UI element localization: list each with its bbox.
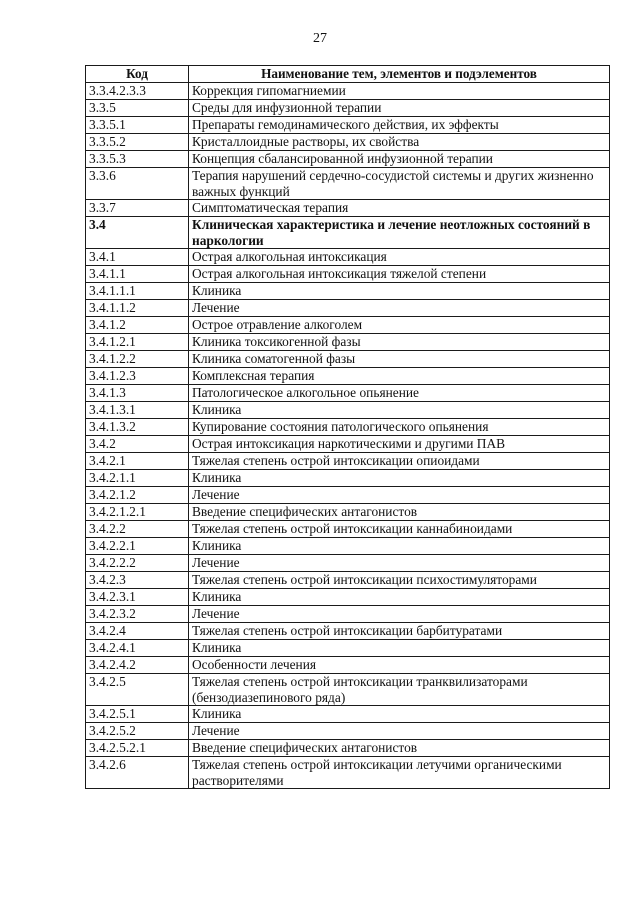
row-name: Клиника: [189, 589, 610, 606]
row-name: Острое отравление алкоголем: [189, 317, 610, 334]
table-row: [86, 589, 610, 606]
table-row: [86, 674, 610, 706]
row-name: Клиника: [189, 283, 610, 300]
table-row: [86, 368, 610, 385]
row-name: Клиника токсикогенной фазы: [189, 334, 610, 351]
row-name: Клиника: [189, 470, 610, 487]
row-name: Симптоматическая терапия: [189, 200, 610, 217]
table-row: [86, 402, 610, 419]
row-name: Терапия нарушений сердечно-сосудистой системы и других жизненно важных функций: [189, 168, 610, 200]
row-code: 3.3.5.2: [86, 134, 189, 151]
row-name: Острая алкогольная интоксикация: [189, 249, 610, 266]
table-row: [86, 151, 610, 168]
row-code: 3.4.1.3.1: [86, 402, 189, 419]
row-name: Тяжелая степень острой интоксикации каннабиноидами: [189, 521, 610, 538]
table-row: [86, 740, 610, 757]
row-code: 3.3.5.1: [86, 117, 189, 134]
table-row: [86, 100, 610, 117]
row-code: 3.4.1: [86, 249, 189, 266]
row-code: 3.3.5.3: [86, 151, 189, 168]
row-name: Лечение: [189, 487, 610, 504]
row-name: Острая интоксикация наркотическими и другими ПАВ: [189, 436, 610, 453]
table-row: [86, 470, 610, 487]
row-name: Коррекция гипомагниемии: [189, 83, 610, 100]
table-row: [86, 283, 610, 300]
table-row: [86, 134, 610, 151]
curriculum-table: [85, 65, 610, 789]
row-code: 3.4.2.1.2.1: [86, 504, 189, 521]
table-row: [86, 436, 610, 453]
table-row: [86, 419, 610, 436]
row-name: Препараты гемодинамического действия, их эффекты: [189, 117, 610, 134]
row-code: 3.3.7: [86, 200, 189, 217]
row-name: Клиника: [189, 538, 610, 555]
table-row: [86, 217, 610, 249]
row-name: Острая алкогольная интоксикация тяжелой степени: [189, 266, 610, 283]
table-row: [86, 657, 610, 674]
page-number: 27: [313, 31, 327, 46]
row-code: 3.4.2.5: [86, 674, 189, 706]
row-name: Клиника соматогенной фазы: [189, 351, 610, 368]
row-code: 3.4.1.2.1: [86, 334, 189, 351]
row-code: 3.4.2.4.2: [86, 657, 189, 674]
row-code: 3.4.2.2.2: [86, 555, 189, 572]
row-name: Лечение: [189, 555, 610, 572]
row-code: 3.4.1.3.2: [86, 419, 189, 436]
column-header-code: Код: [86, 66, 189, 83]
row-code: 3.4.2.6: [86, 757, 189, 789]
table-row: [86, 606, 610, 623]
table-row: [86, 317, 610, 334]
row-code: 3.4.1.2.3: [86, 368, 189, 385]
table-row: [86, 351, 610, 368]
row-name: Концепция сбалансированной инфузионной терапии: [189, 151, 610, 168]
table-row: [86, 249, 610, 266]
row-code: 3.4.1.1.1: [86, 283, 189, 300]
table-row: [86, 504, 610, 521]
table-row: [86, 538, 610, 555]
row-code: 3.4.2.3.1: [86, 589, 189, 606]
row-name: Клиника: [189, 706, 610, 723]
row-code: 3.4.2.1.1: [86, 470, 189, 487]
row-code: 3.4.2.4.1: [86, 640, 189, 657]
row-name: Тяжелая степень острой интоксикации психостимуляторами: [189, 572, 610, 589]
row-code: 3.4: [86, 217, 189, 249]
row-code: 3.4.2.3.2: [86, 606, 189, 623]
table-row: [86, 168, 610, 200]
table-row: [86, 572, 610, 589]
row-code: 3.4.2.5.1: [86, 706, 189, 723]
row-code: 3.4.2.4: [86, 623, 189, 640]
row-name: Среды для инфузионной терапии: [189, 100, 610, 117]
row-name: Лечение: [189, 723, 610, 740]
row-name: Введение специфических антагонистов: [189, 740, 610, 757]
row-name: Тяжелая степень острой интоксикации транквилизаторами (бензодиазепинового ряда): [189, 674, 610, 706]
row-code: 3.4.2.1: [86, 453, 189, 470]
table-row: [86, 757, 610, 789]
row-code: 3.3.4.2.3.3: [86, 83, 189, 100]
row-name: Клиническая характеристика и лечение неотложных состояний в наркологии: [189, 217, 610, 249]
row-name: Кристаллоидные растворы, их свойства: [189, 134, 610, 151]
row-code: 3.4.2.5.2: [86, 723, 189, 740]
row-name: Лечение: [189, 300, 610, 317]
table-row: [86, 521, 610, 538]
row-code: 3.4.2: [86, 436, 189, 453]
row-name: Введение специфических антагонистов: [189, 504, 610, 521]
table-row: [86, 334, 610, 351]
row-name: Купирование состояния патологического опьянения: [189, 419, 610, 436]
row-code: 3.4.2.2.1: [86, 538, 189, 555]
row-code: 3.3.6: [86, 168, 189, 200]
table-row: [86, 555, 610, 572]
row-code: 3.4.2.1.2: [86, 487, 189, 504]
table-row: [86, 640, 610, 657]
table-row: [86, 200, 610, 217]
table-row: [86, 385, 610, 402]
table-body: [86, 83, 610, 789]
row-code: 3.4.2.2: [86, 521, 189, 538]
table-row: [86, 83, 610, 100]
row-name: Комплексная терапия: [189, 368, 610, 385]
row-name: Особенности лечения: [189, 657, 610, 674]
row-name: Тяжелая степень острой интоксикации летучими органическими растворителями: [189, 757, 610, 789]
table-row: [86, 117, 610, 134]
row-code: 3.4.1.2: [86, 317, 189, 334]
table-row: [86, 706, 610, 723]
column-header-name: Наименование тем, элементов и подэлементов: [189, 66, 610, 83]
table-row: [86, 266, 610, 283]
row-code: 3.3.5: [86, 100, 189, 117]
row-name: Тяжелая степень острой интоксикации барбитуратами: [189, 623, 610, 640]
table-row: [86, 300, 610, 317]
row-code: 3.4.2.3: [86, 572, 189, 589]
row-code: 3.4.1.2.2: [86, 351, 189, 368]
table-row: [86, 723, 610, 740]
row-name: Лечение: [189, 606, 610, 623]
row-name: Тяжелая степень острой интоксикации опиоидами: [189, 453, 610, 470]
table-header-row: [86, 66, 610, 83]
row-name: Клиника: [189, 640, 610, 657]
table-row: [86, 453, 610, 470]
table-row: [86, 487, 610, 504]
row-code: 3.4.1.1.2: [86, 300, 189, 317]
row-code: 3.4.1.3: [86, 385, 189, 402]
row-name: Патологическое алкогольное опьянение: [189, 385, 610, 402]
row-code: 3.4.2.5.2.1: [86, 740, 189, 757]
row-name: Клиника: [189, 402, 610, 419]
row-code: 3.4.1.1: [86, 266, 189, 283]
table-row: [86, 623, 610, 640]
